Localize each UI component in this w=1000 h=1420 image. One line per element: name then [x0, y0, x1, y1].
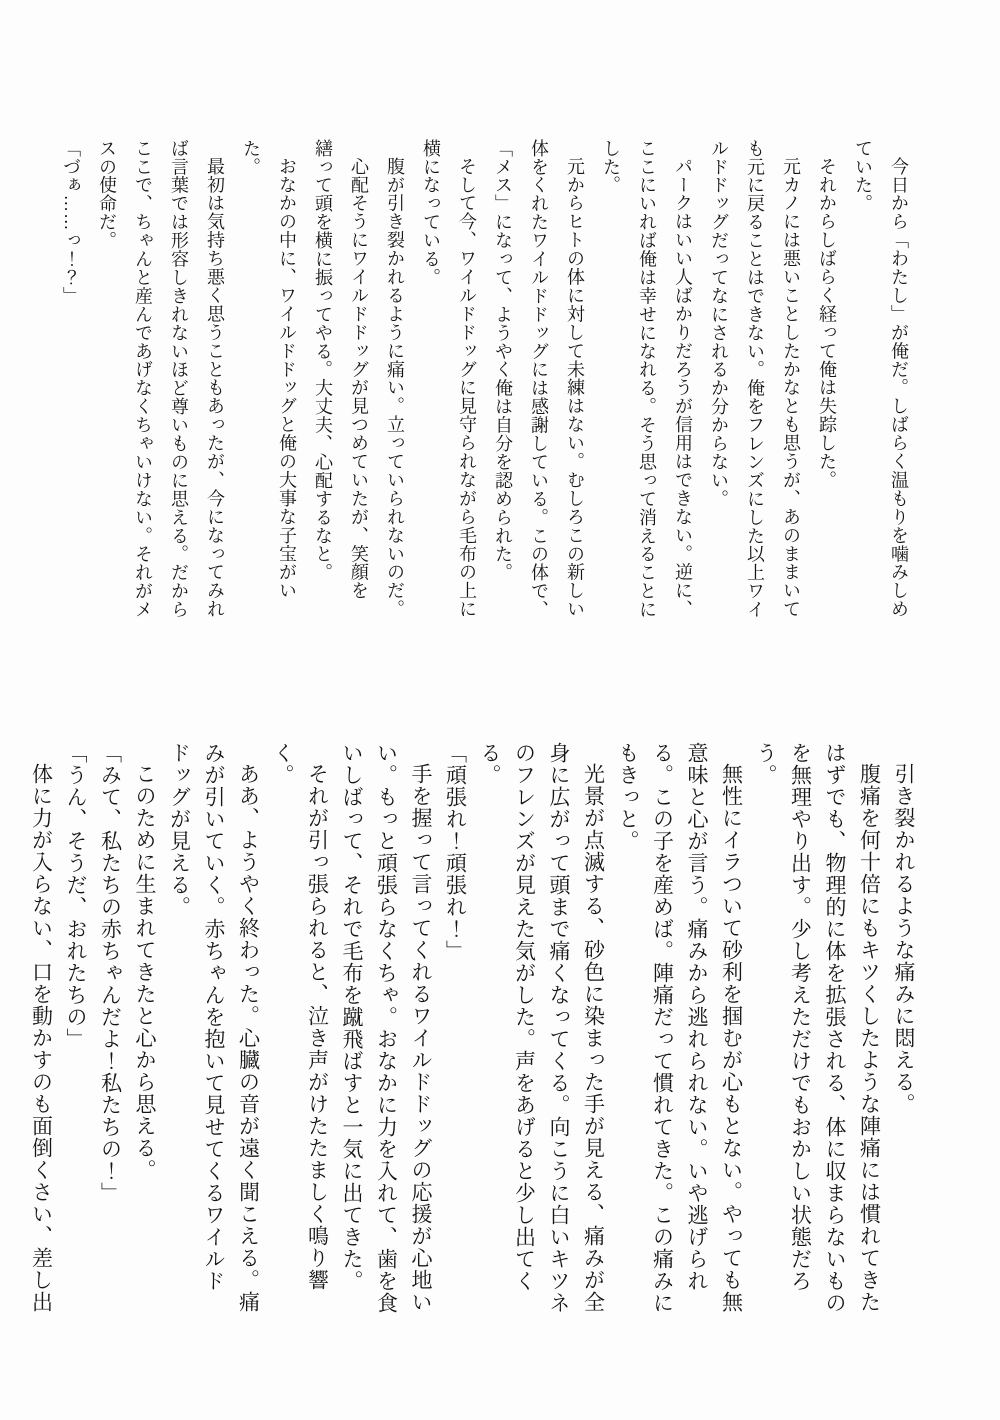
- narration-paragraph: それからしばらく経って俺は失踪した。: [817, 157, 837, 490]
- narration-paragraph: 元からヒトの体に対して未練はない。むしろこの新しい体をくれたワイルドドッグには感謝している。この体で、「メス」になって、ようやく俺は自分を認められた。: [493, 139, 585, 619]
- narration-paragraph: パークはいい人ばかりだろうが信用はできない。逆に、ここにいれば俺は幸せになれる。そう思って消えることにした。: [601, 139, 693, 619]
- dialogue-line: 「頑張れ！頑張れ！」: [443, 742, 467, 962]
- narration-paragraph: 元カノには悪いことしたかなとも思うが、あのままいても元に戻ることはできない。俺をフレンズにした以上ワイルドドッグだってなにされるか分からない。: [709, 139, 801, 619]
- narration-paragraph: 今日から「わたし」が俺だ。しばらく温もりを噛みしめていた。: [853, 139, 909, 619]
- text-band-bottom: [23, 742, 920, 1315]
- dialogue-line: 「みて、私たちの赤ちゃんだよ！私たちの！」: [98, 742, 122, 1204]
- narration-paragraph: 無性にイラついて砂利を掴むが心もとない。やっても無意味と心が言う。痛みから逃れられない。いや逃げられる。この子を産めば。陣痛だって慣れてきた。この痛みにもきっと。: [616, 742, 743, 1314]
- narration-paragraph: 体に力が入らない、口を動かすのも面倒くさい、差し出: [29, 763, 53, 1313]
- dialogue-line: 「うん、そうだ、おれたちの」: [64, 742, 87, 1050]
- narration-paragraph: このために生まれてきたと心から思える。: [133, 763, 156, 1181]
- narration-paragraph: 引き裂かれるような痛みに悶える。: [892, 763, 915, 1115]
- narration-paragraph: それが引っ張られると、泣き声がけたたましく鳴り響く。: [271, 742, 329, 1291]
- narration-paragraph: 手を握って言ってくれるワイルドドッグの応援が心地いい。もっと頑張らなくちゃ。おなかに力を入れて、歯を食いしばって、それで毛布を蹴飛ばすと一気に出てきた。: [340, 742, 432, 1314]
- narration-paragraph: 腹が引き裂かれるように痛い。立っていられないのだ。: [385, 157, 405, 619]
- narration-paragraph: 最初は気持ち悪く思うこともあったが、今になってみれば言葉では形容しきれないほど尊いものに思える。だからここで、ちゃんと産んであげなくちゃいけない。それがメスの使命だ。: [97, 139, 225, 619]
- text-band-top: [53, 139, 917, 620]
- narration-paragraph: そして今、ワイルドドッグに見守られながら毛布の上に横になっている。: [421, 139, 477, 619]
- narration-paragraph: ああ、ようやく終わった。心臓の音が遠く聞こえる。痛みが引いていく。赤ちゃんを抱いて見せてくるワイルドドッグが見える。: [167, 742, 260, 1313]
- narration-paragraph: 腹痛を何十倍にもキツくしたような陣痛には慣れてきたはずでも、物理的に体を拡張される、体に収まらないものを無理やり出す。少し考えただけでもおかしい状態だろう。: [754, 742, 881, 1314]
- dialogue-line: 「づぁ……っ！？」: [61, 139, 81, 306]
- narration-paragraph: おなかの中に、ワイルドドッグと俺の大事な子宝がいた。: [241, 139, 297, 600]
- narration-paragraph: 光景が点滅する、砂色に染まった手が見える、痛みが全身に広がって頭まで痛くなってくる。向こうに白いキツネのフレンズが見えた気がした。声をあげると少し出てくる。: [478, 742, 605, 1314]
- narration-paragraph: 心配そうにワイルドドッグが見つめていたが、笑顔を繕って頭を横に振ってやる。大丈夫、心配するなと。: [313, 139, 369, 600]
